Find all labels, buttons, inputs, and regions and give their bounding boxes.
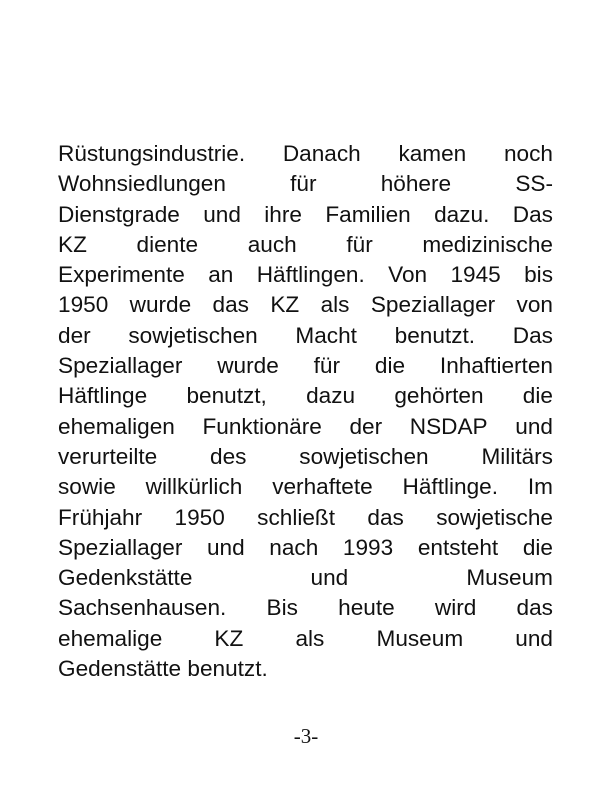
word: Dienstgrade	[58, 201, 180, 227]
word: und	[515, 625, 553, 651]
word: für	[290, 171, 317, 197]
word: KZ	[58, 231, 87, 257]
word: schließt	[257, 504, 335, 530]
word: das	[367, 504, 404, 530]
word: auch	[247, 231, 297, 257]
word: Inhaftierten	[439, 353, 553, 379]
word: Rüstungsindustrie.	[58, 141, 246, 166]
word: verhaftete	[272, 474, 373, 500]
word: sowie	[58, 474, 116, 500]
word: benutzt,	[186, 383, 267, 409]
word: an	[208, 262, 234, 288]
word: gehörten	[394, 383, 484, 409]
word: sowjetischen	[299, 443, 429, 469]
body-text	[58, 139, 553, 684]
word: 1945	[450, 262, 501, 288]
text-line	[58, 351, 553, 381]
word: Museum	[376, 625, 464, 651]
word: Häftlinge.	[402, 474, 498, 500]
word: dazu	[306, 383, 356, 409]
word: medizinische	[422, 231, 553, 257]
word: wurde	[217, 353, 279, 379]
word: und	[203, 201, 241, 227]
word: Macht	[295, 322, 357, 348]
word: Speziallager	[370, 292, 496, 318]
word: bis	[524, 262, 553, 288]
word: 1993	[342, 534, 394, 560]
text-line	[58, 230, 553, 260]
text-line	[58, 563, 553, 593]
word: heute	[338, 595, 395, 621]
word: als	[295, 625, 325, 651]
word: KZ	[270, 292, 300, 318]
word: die	[374, 353, 406, 379]
word: Speziallager	[58, 534, 183, 560]
word: die	[522, 534, 553, 560]
text-line	[58, 381, 553, 411]
word: der	[349, 413, 383, 439]
word: 1950	[58, 292, 109, 318]
word: Häftlingen.	[256, 262, 365, 288]
word: willkürlich	[145, 474, 243, 500]
word: Gedenkstätte	[58, 565, 193, 591]
word: und	[515, 413, 553, 439]
word: und	[310, 565, 349, 591]
text-line	[58, 412, 553, 442]
word: kamen	[398, 141, 467, 166]
word: höhere	[380, 171, 452, 197]
word: ehemalige	[58, 625, 163, 651]
word: sowjetische	[436, 504, 553, 530]
text-line	[58, 472, 553, 502]
word: Speziallager	[58, 353, 183, 379]
word: Familien	[325, 201, 411, 227]
word: Militärs	[481, 443, 553, 469]
text-line	[58, 290, 553, 320]
word: Museum	[466, 565, 553, 591]
text-line	[58, 503, 553, 533]
word: Wohnsiedlungen	[58, 171, 226, 197]
word: sowjetischen	[128, 322, 258, 348]
word: noch	[503, 141, 553, 166]
text-line	[58, 260, 553, 290]
text-line	[58, 442, 553, 472]
word: verurteilte	[58, 443, 158, 469]
word: Funktionäre	[202, 413, 322, 439]
word: Häftlinge	[58, 383, 148, 409]
word: Bis	[266, 595, 298, 621]
word: Experimente	[58, 262, 185, 288]
text-line	[58, 200, 553, 230]
word: KZ	[214, 625, 244, 651]
text-line	[58, 624, 553, 654]
text-line	[58, 139, 553, 169]
word: Danach	[282, 141, 361, 166]
word: 1950	[174, 504, 225, 530]
word: für	[346, 231, 373, 257]
word: für	[313, 353, 341, 379]
word: die	[522, 383, 553, 409]
word: und	[206, 534, 245, 560]
word: Sachsenhausen.	[58, 595, 227, 621]
word: Das	[512, 322, 553, 348]
word: benutzt.	[394, 322, 476, 348]
word: als	[320, 292, 350, 318]
page-number: -3-	[293, 724, 319, 748]
word: NSDAP	[409, 413, 488, 439]
word: des	[210, 443, 247, 469]
word: ehemaligen	[58, 413, 175, 439]
word: dazu.	[434, 201, 490, 227]
text-line: Gedenstätte benutzt.	[58, 656, 268, 682]
text-line	[58, 533, 553, 563]
word: ihre	[264, 201, 302, 227]
word: Das	[512, 201, 553, 227]
word: das	[212, 292, 249, 318]
word: Von	[388, 262, 428, 288]
text-line	[58, 593, 553, 623]
text-line	[58, 321, 553, 351]
word: entsteht	[417, 534, 499, 560]
word: wurde	[129, 292, 192, 318]
word: SS-	[515, 171, 553, 197]
word: von	[516, 292, 553, 318]
text-line	[58, 169, 553, 199]
word: Frühjahr	[58, 504, 143, 530]
word: das	[516, 595, 553, 621]
word: Im	[527, 474, 553, 500]
word: diente	[136, 231, 199, 257]
word: wird	[434, 595, 477, 621]
word: nach	[269, 534, 319, 560]
word: der	[58, 322, 91, 348]
